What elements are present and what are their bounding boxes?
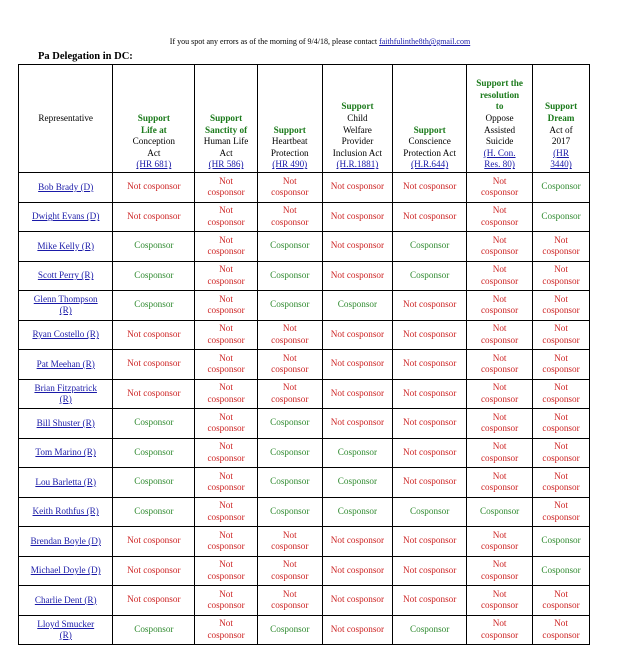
representative-name[interactable]: Scott Perry (R) [19, 261, 113, 291]
not-cosponsor-cell: Not cosponsor [195, 320, 258, 350]
not-cosponsor-cell: Not cosponsor [322, 379, 393, 409]
not-cosponsor-cell: Not cosponsor [113, 527, 195, 557]
representative-name[interactable]: Bob Brady (D) [19, 173, 113, 203]
table-row [19, 615, 590, 645]
not-cosponsor-cell: Not cosponsor [533, 232, 590, 262]
header-text: Conscience [408, 136, 451, 147]
table-row [19, 202, 590, 232]
cosponsor-cell: Cosponsor [113, 438, 195, 468]
header-text: Heartbeat [271, 136, 308, 147]
table-row [19, 468, 590, 498]
not-cosponsor-cell: Not cosponsor [322, 261, 393, 291]
cosponsor-cell: Cosponsor [257, 261, 322, 291]
not-cosponsor-cell: Not cosponsor [393, 291, 467, 321]
not-cosponsor-cell: Not cosponsor [393, 438, 467, 468]
not-cosponsor-cell: Not cosponsor [195, 556, 258, 586]
header-text: Assisted [484, 124, 516, 135]
cosponsor-cell: Cosponsor [322, 291, 393, 321]
not-cosponsor-cell: Not cosponsor [533, 468, 590, 498]
not-cosponsor-cell: Not cosponsor [467, 527, 533, 557]
table-row [19, 173, 590, 203]
header-text: Human Life [203, 136, 249, 147]
column-header-heartbeat-protection [257, 65, 322, 173]
not-cosponsor-cell: Not cosponsor [113, 173, 195, 203]
table-row [19, 527, 590, 557]
not-cosponsor-cell: Not cosponsor [467, 438, 533, 468]
bill-link[interactable]: Res. 80) [484, 159, 515, 170]
cosponsor-cell: Cosponsor [393, 615, 467, 645]
not-cosponsor-cell: Not cosponsor [322, 409, 393, 439]
not-cosponsor-cell: Not cosponsor [113, 379, 195, 409]
not-cosponsor-cell: Not cosponsor [195, 202, 258, 232]
table-row [19, 438, 590, 468]
table-row [19, 350, 590, 380]
not-cosponsor-cell: Not cosponsor [322, 232, 393, 262]
representative-name[interactable]: Michael Doyle (D) [19, 556, 113, 586]
column-header-representative: Representative [19, 65, 113, 173]
cosponsor-cell: Cosponsor [322, 438, 393, 468]
header-text: Support [413, 124, 446, 135]
cosponsor-cell: Cosponsor [113, 409, 195, 439]
not-cosponsor-cell: Not cosponsor [467, 173, 533, 203]
not-cosponsor-cell: Not cosponsor [257, 350, 322, 380]
header-text: Support [544, 101, 578, 112]
header-text: Support the [476, 78, 523, 89]
not-cosponsor-cell: Not cosponsor [322, 202, 393, 232]
not-cosponsor-cell: Not cosponsor [113, 350, 195, 380]
not-cosponsor-cell: Not cosponsor [467, 202, 533, 232]
header-text: resolution [480, 89, 520, 100]
not-cosponsor-cell: Not cosponsor [467, 615, 533, 645]
table-row [19, 232, 590, 262]
header-text: Sanctity of [205, 124, 248, 135]
representative-name[interactable]: Ryan Costello (R) [19, 320, 113, 350]
bill-link[interactable]: (H.R.1881) [336, 159, 379, 170]
header-text: Act of [549, 124, 573, 135]
representative-name[interactable]: Tom Marino (R) [19, 438, 113, 468]
column-header-life-at-conception [113, 65, 195, 173]
column-header-sanctity-of-life [195, 65, 258, 173]
cosponsor-cell: Cosponsor [113, 232, 195, 262]
not-cosponsor-cell: Not cosponsor [533, 291, 590, 321]
not-cosponsor-cell: Not cosponsor [322, 320, 393, 350]
not-cosponsor-cell: Not cosponsor [393, 202, 467, 232]
column-header-dream-act [533, 65, 590, 173]
representative-name[interactable]: Charlie Dent (R) [19, 586, 113, 616]
representative-name[interactable]: Keith Rothfus (R) [19, 497, 113, 527]
not-cosponsor-cell: Not cosponsor [257, 320, 322, 350]
representative-name[interactable]: Bill Shuster (R) [19, 409, 113, 439]
header-text: Support [273, 124, 306, 135]
cosponsor-cell: Cosponsor [257, 409, 322, 439]
header-text: Welfare [343, 124, 372, 135]
header-text: Protection [270, 147, 309, 158]
header-text: Child [347, 113, 368, 124]
header-text: Support [341, 101, 374, 112]
not-cosponsor-cell: Not cosponsor [195, 173, 258, 203]
not-cosponsor-cell: Not cosponsor [195, 527, 258, 557]
representative-name[interactable]: Lloyd Smucker (R) [19, 615, 113, 645]
not-cosponsor-cell: Not cosponsor [195, 586, 258, 616]
bill-link[interactable]: (HR 681) [136, 159, 172, 170]
representative-name[interactable]: Lou Barletta (R) [19, 468, 113, 498]
cosponsor-cell: Cosponsor [113, 291, 195, 321]
representative-name[interactable]: Brian Fitzpatrick (R) [19, 379, 113, 409]
header-text: Inclusion Act [332, 147, 383, 158]
not-cosponsor-cell: Not cosponsor [467, 320, 533, 350]
header-text: Provider [341, 136, 374, 147]
header-text: to [495, 101, 504, 112]
cosponsor-cell: Cosponsor [322, 468, 393, 498]
not-cosponsor-cell: Not cosponsor [257, 586, 322, 616]
cosponsor-table [18, 64, 590, 645]
cosponsor-cell: Cosponsor [533, 173, 590, 203]
not-cosponsor-cell: Not cosponsor [257, 173, 322, 203]
not-cosponsor-cell: Not cosponsor [322, 615, 393, 645]
representative-name[interactable]: Pat Meehan (R) [19, 350, 113, 380]
not-cosponsor-cell: Not cosponsor [393, 320, 467, 350]
not-cosponsor-cell: Not cosponsor [467, 409, 533, 439]
cosponsor-cell: Cosponsor [533, 527, 590, 557]
cosponsor-cell: Cosponsor [257, 468, 322, 498]
representative-name[interactable]: Mike Kelly (R) [19, 232, 113, 262]
header-text: Support [137, 113, 170, 124]
error-notice-text: If you spot any errors as of the morning of 9/4/18, please contact [169, 37, 378, 46]
bill-link[interactable]: (HR 586) [208, 159, 244, 170]
not-cosponsor-cell: Not cosponsor [533, 409, 590, 439]
not-cosponsor-cell: Not cosponsor [533, 497, 590, 527]
cosponsor-cell: Cosponsor [257, 232, 322, 262]
cosponsor-cell: Cosponsor [257, 438, 322, 468]
cosponsor-cell: Cosponsor [257, 497, 322, 527]
not-cosponsor-cell: Not cosponsor [257, 527, 322, 557]
cosponsor-cell: Cosponsor [393, 497, 467, 527]
not-cosponsor-cell: Not cosponsor [195, 615, 258, 645]
not-cosponsor-cell: Not cosponsor [195, 232, 258, 262]
not-cosponsor-cell: Not cosponsor [113, 320, 195, 350]
table-row [19, 497, 590, 527]
header-text: Dream [547, 113, 575, 124]
bill-link[interactable]: (H.R.644) [411, 159, 449, 170]
header-text: Protection Act [403, 147, 457, 158]
header-text: 2017 [551, 136, 571, 147]
not-cosponsor-cell: Not cosponsor [195, 291, 258, 321]
header-text: Support [209, 113, 243, 124]
not-cosponsor-cell: Not cosponsor [195, 468, 258, 498]
not-cosponsor-cell: Not cosponsor [195, 350, 258, 380]
bill-link[interactable]: (HR [553, 147, 569, 158]
not-cosponsor-cell: Not cosponsor [393, 468, 467, 498]
not-cosponsor-cell: Not cosponsor [467, 586, 533, 616]
bill-link[interactable]: 3440) [550, 159, 572, 170]
header-text: Conception [132, 136, 176, 147]
cosponsor-cell: Cosponsor [533, 556, 590, 586]
not-cosponsor-cell: Not cosponsor [113, 556, 195, 586]
bill-link[interactable]: (HR 490) [272, 159, 308, 170]
not-cosponsor-cell: Not cosponsor [195, 379, 258, 409]
not-cosponsor-cell: Not cosponsor [393, 173, 467, 203]
cosponsor-cell: Cosponsor [257, 291, 322, 321]
header-text: Life at [140, 124, 167, 135]
not-cosponsor-cell: Not cosponsor [257, 202, 322, 232]
not-cosponsor-cell: Not cosponsor [533, 438, 590, 468]
not-cosponsor-cell: Not cosponsor [113, 586, 195, 616]
not-cosponsor-cell: Not cosponsor [322, 350, 393, 380]
column-header-oppose-assisted-suicide [467, 65, 533, 173]
cosponsor-cell: Cosponsor [113, 468, 195, 498]
header-text: Act [147, 147, 161, 158]
not-cosponsor-cell: Not cosponsor [195, 261, 258, 291]
cosponsor-cell: Cosponsor [393, 232, 467, 262]
page-heading: Pa Delegation in DC: [38, 51, 133, 62]
header-text: Act [219, 147, 233, 158]
bill-link[interactable]: (H. Con. [483, 147, 516, 158]
not-cosponsor-cell: Not cosponsor [195, 409, 258, 439]
column-header-child-welfare [322, 65, 393, 173]
not-cosponsor-cell: Not cosponsor [393, 409, 467, 439]
not-cosponsor-cell: Not cosponsor [257, 379, 322, 409]
not-cosponsor-cell: Not cosponsor [467, 556, 533, 586]
not-cosponsor-cell: Not cosponsor [322, 586, 393, 616]
not-cosponsor-cell: Not cosponsor [393, 586, 467, 616]
not-cosponsor-cell: Not cosponsor [533, 350, 590, 380]
not-cosponsor-cell: Not cosponsor [467, 232, 533, 262]
table-row [19, 409, 590, 439]
not-cosponsor-cell: Not cosponsor [467, 261, 533, 291]
error-notice [0, 37, 640, 46]
table-row [19, 556, 590, 586]
not-cosponsor-cell: Not cosponsor [467, 468, 533, 498]
not-cosponsor-cell: Not cosponsor [393, 527, 467, 557]
not-cosponsor-cell: Not cosponsor [467, 291, 533, 321]
cosponsor-cell: Cosponsor [393, 261, 467, 291]
not-cosponsor-cell: Not cosponsor [393, 350, 467, 380]
not-cosponsor-cell: Not cosponsor [393, 556, 467, 586]
cosponsor-cell: Cosponsor [467, 497, 533, 527]
not-cosponsor-cell: Not cosponsor [322, 556, 393, 586]
not-cosponsor-cell: Not cosponsor [195, 438, 258, 468]
cosponsor-cell: Cosponsor [257, 615, 322, 645]
not-cosponsor-cell: Not cosponsor [393, 379, 467, 409]
representative-name[interactable]: Dwight Evans (D) [19, 202, 113, 232]
not-cosponsor-cell: Not cosponsor [322, 527, 393, 557]
table-row [19, 291, 590, 321]
table-row [19, 379, 590, 409]
not-cosponsor-cell: Not cosponsor [113, 202, 195, 232]
not-cosponsor-cell: Not cosponsor [533, 615, 590, 645]
not-cosponsor-cell: Not cosponsor [467, 379, 533, 409]
table-row [19, 586, 590, 616]
cosponsor-cell: Cosponsor [322, 497, 393, 527]
not-cosponsor-cell: Not cosponsor [322, 173, 393, 203]
cosponsor-cell: Cosponsor [113, 615, 195, 645]
not-cosponsor-cell: Not cosponsor [533, 586, 590, 616]
header-text: Oppose [485, 113, 514, 124]
table-row [19, 261, 590, 291]
not-cosponsor-cell: Not cosponsor [533, 320, 590, 350]
not-cosponsor-cell: Not cosponsor [467, 350, 533, 380]
cosponsor-cell: Cosponsor [533, 202, 590, 232]
not-cosponsor-cell: Not cosponsor [195, 497, 258, 527]
cosponsor-cell: Cosponsor [113, 497, 195, 527]
cosponsor-cell: Cosponsor [113, 261, 195, 291]
not-cosponsor-cell: Not cosponsor [257, 556, 322, 586]
column-header-conscience-protection [393, 65, 467, 173]
header-text: Suicide [485, 136, 514, 147]
not-cosponsor-cell: Not cosponsor [533, 261, 590, 291]
representative-name[interactable]: Brendan Boyle (D) [19, 527, 113, 557]
table-row [19, 320, 590, 350]
contact-email-link[interactable]: faithfulinthe8th@gmail.com [379, 37, 471, 46]
representative-name[interactable]: Glenn Thompson (R) [19, 291, 113, 321]
not-cosponsor-cell: Not cosponsor [533, 379, 590, 409]
